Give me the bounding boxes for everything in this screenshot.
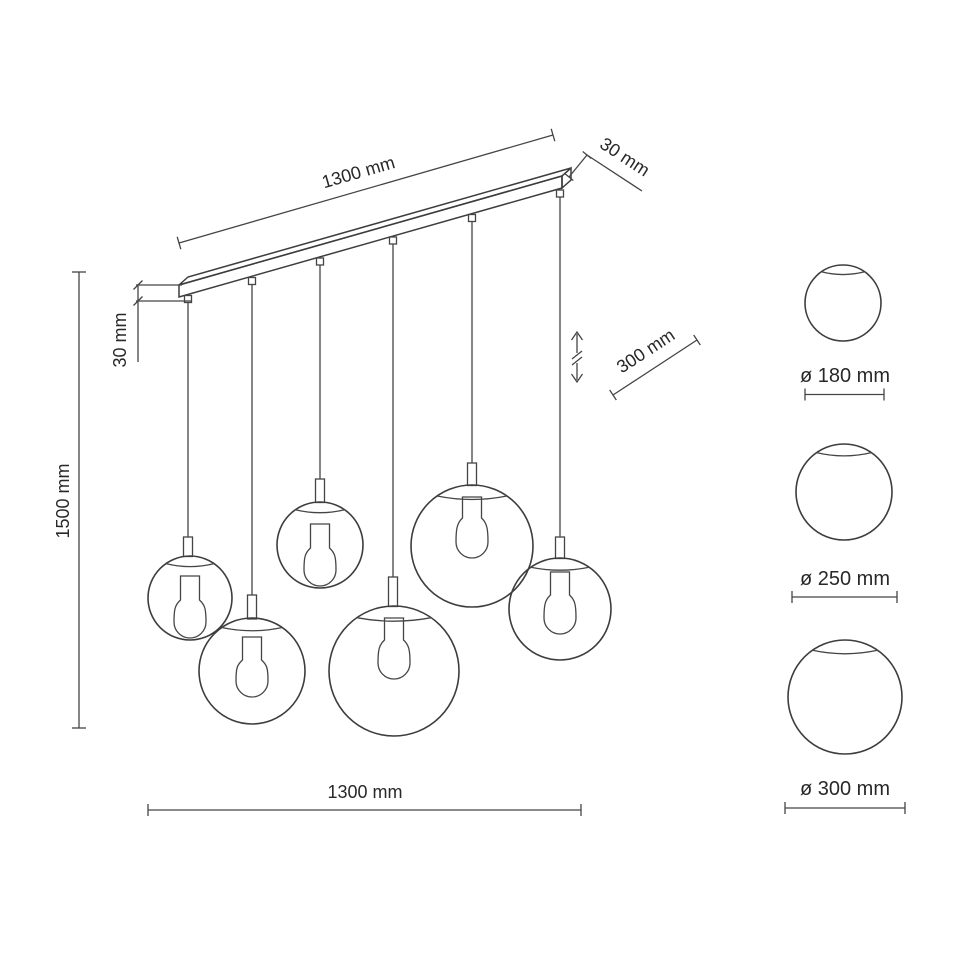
shade-diameter-label-180: ø 180 mm [799,365,891,387]
dim-label-total-height: 1500 mm [53,463,73,539]
shade-diameter-label-300: ø 300 mm [799,778,891,800]
dim-label-bar-length: 1300 mm [319,152,398,193]
dim-label-canopy-height: 30 mm [110,312,130,368]
dim-label-overall-width: 1300 mm [327,782,403,802]
dim-label-bar-depth: 30 mm [596,133,654,181]
dim-label-cord-adjustment: 300 mm [613,324,679,378]
shade-diameter-label-250: ø 250 mm [799,568,891,590]
